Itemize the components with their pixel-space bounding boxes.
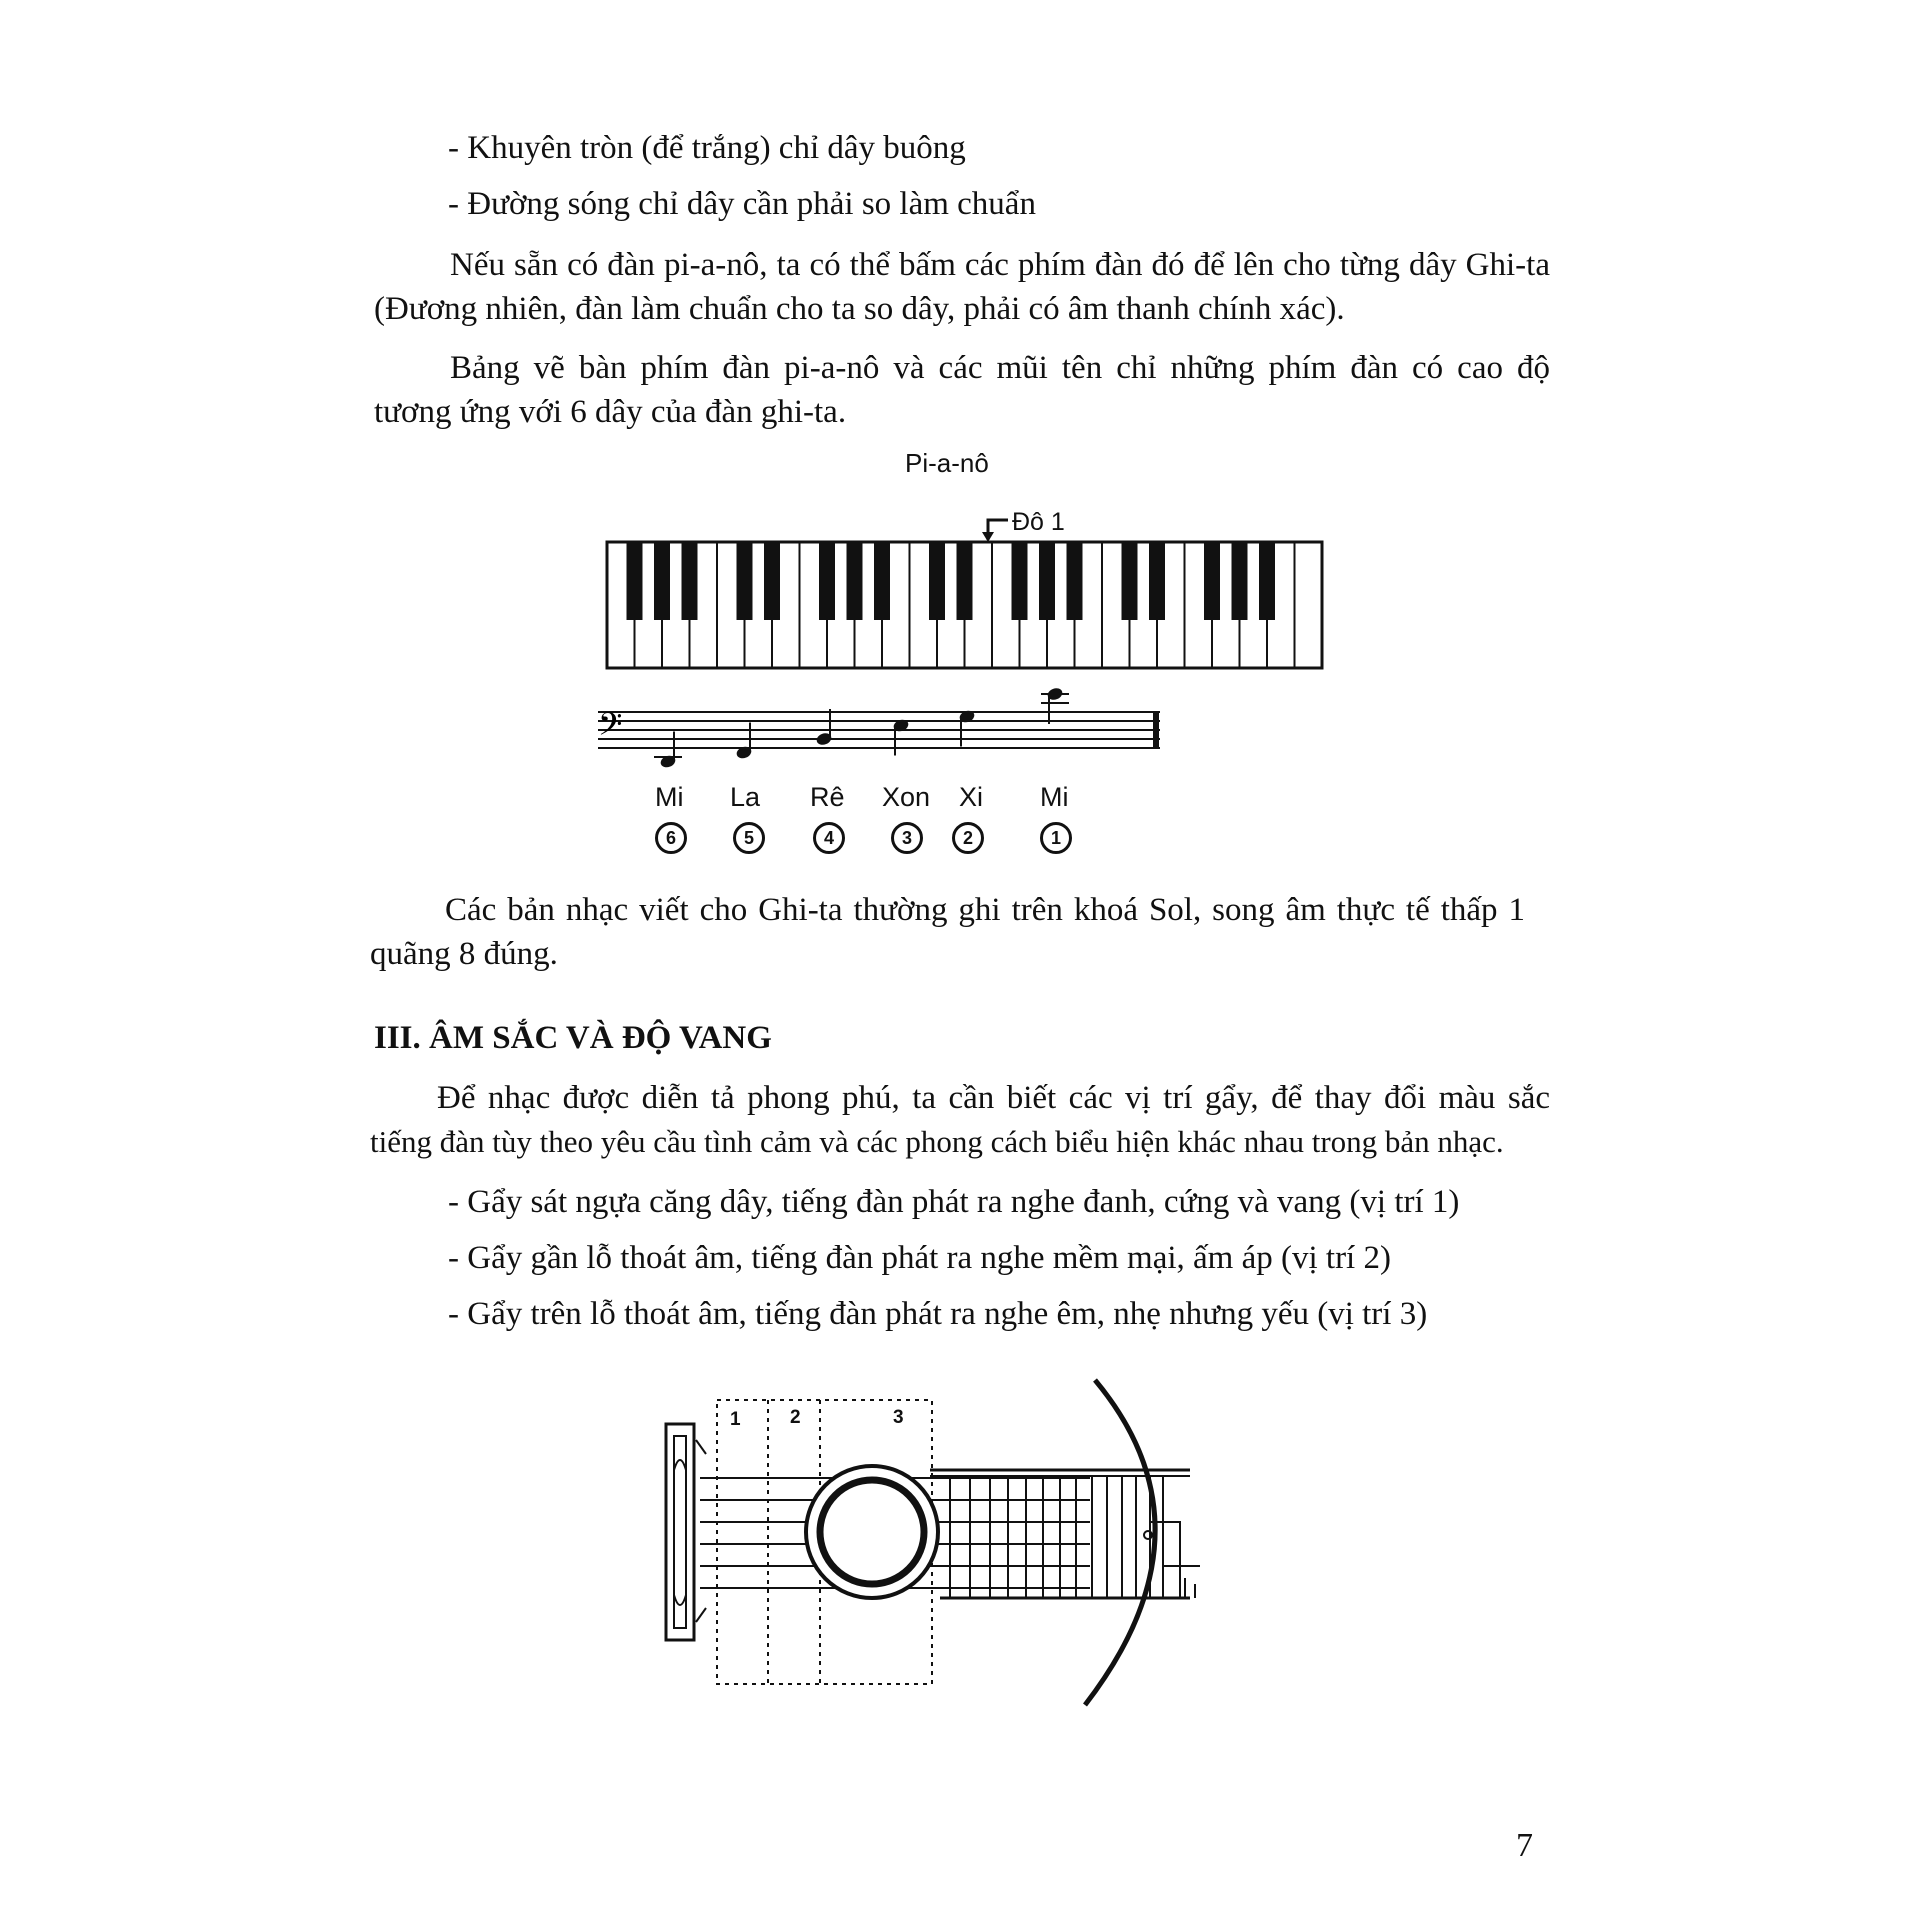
bullet-wavy-string: - Đường sóng chỉ dây cần phải so làm chuẩn xyxy=(448,186,1036,222)
para-plucking-positions-line2: tiếng đàn tùy theo yêu cầu tình cảm và các phong cách biểu hiện khác nhau trong bản nhạc. xyxy=(370,1124,1504,1159)
black-key xyxy=(1232,542,1248,620)
black-key xyxy=(1012,542,1028,620)
black-key xyxy=(737,542,753,620)
note-name-mi-high: Mi xyxy=(1040,782,1069,812)
black-key xyxy=(874,542,890,620)
note-name-re: Rê xyxy=(810,782,845,812)
bullet-open-string: - Khuyên tròn (để trắng) chỉ dây buông xyxy=(448,130,966,166)
para-plucking-positions-line1: Để nhạc được diễn tả phong phú, ta cần biết các vị trí gẩy, để thay đổi màu sắc xyxy=(437,1080,1550,1116)
para-keyboard-drawing-line2: tương ứng với 6 dây của đàn ghi-ta. xyxy=(374,394,847,430)
black-key xyxy=(1067,542,1083,620)
note-name-la: La xyxy=(730,782,761,812)
piano-figure-title: Pi-a-nô xyxy=(905,448,989,478)
bullet-position-3: - Gẩy trên lỗ thoát âm, tiếng đàn phát ra nghe êm, nhẹ nhưng yếu (vị trí 3) xyxy=(448,1296,1428,1332)
bass-clef-icon: 𝄢 xyxy=(598,705,623,750)
guitar-fretboard xyxy=(930,1470,1200,1598)
string-number-1: 1 xyxy=(1040,822,1072,854)
para-treble-clef-line1: Các bản nhạc viết cho Ghi-ta thường ghi trên khoá Sol, song âm thực tế thấp 1 xyxy=(445,892,1525,928)
string-number-2: 2 xyxy=(952,822,984,854)
do1-marker-label: Đô 1 xyxy=(1012,508,1065,536)
black-key xyxy=(957,542,973,620)
para-piano-tuning-line1: Nếu sẵn có đàn pi-a-nô, ta có thể bấm các phím đàn đó để lên cho từng dây Ghi-ta xyxy=(450,247,1550,283)
para-keyboard-drawing-line1: Bảng vẽ bàn phím đàn pi-a-nô và các mũi tên chỉ những phím đàn có cao độ xyxy=(450,350,1550,386)
guitar-plucking-diagram xyxy=(660,1370,1260,1710)
bullet-position-2: - Gẩy gần lỗ thoát âm, tiếng đàn phát ra nghe mềm mại, ấm áp (vị trí 2) xyxy=(448,1240,1391,1276)
para-treble-clef-line2: quãng 8 đúng. xyxy=(370,936,558,972)
note-name-xi: Xi xyxy=(959,782,984,812)
black-key xyxy=(819,542,835,620)
black-key xyxy=(1149,542,1165,620)
section-heading: III. ÂM SẮC VÀ ĐỘ VANG xyxy=(374,1020,772,1056)
guitar-bridge xyxy=(666,1424,706,1640)
black-key xyxy=(1204,542,1220,620)
black-key xyxy=(682,542,698,620)
piano-keyboard xyxy=(605,538,1327,672)
note-name-mi-low: Mi xyxy=(655,782,684,812)
position-label-2: 2 xyxy=(790,1407,801,1428)
black-key xyxy=(627,542,643,620)
position-label-1: 1 xyxy=(730,1409,741,1430)
black-key xyxy=(764,542,780,620)
bullet-position-1: - Gẩy sát ngựa căng dây, tiếng đàn phát ra nghe đanh, cứng và vang (vị trí 1) xyxy=(448,1184,1460,1220)
guitar-body-edge xyxy=(1085,1380,1155,1705)
para-piano-tuning-line2: (Đương nhiên, đàn làm chuẩn cho ta so dây, phải có âm thanh chính xác). xyxy=(374,291,1345,327)
position-label-3: 3 xyxy=(893,1407,904,1428)
black-key xyxy=(654,542,670,620)
string-number-6: 6 xyxy=(655,822,687,854)
black-key xyxy=(1039,542,1055,620)
page-number: 7 xyxy=(1516,1827,1533,1864)
black-key xyxy=(1122,542,1138,620)
string-number-3: 3 xyxy=(891,822,923,854)
sound-hole xyxy=(806,1466,938,1598)
black-key xyxy=(1259,542,1275,620)
note-name-xon: Xon xyxy=(882,782,931,812)
black-key xyxy=(847,542,863,620)
string-number-4: 4 xyxy=(813,822,845,854)
black-key xyxy=(929,542,945,620)
string-number-5: 5 xyxy=(733,822,765,854)
